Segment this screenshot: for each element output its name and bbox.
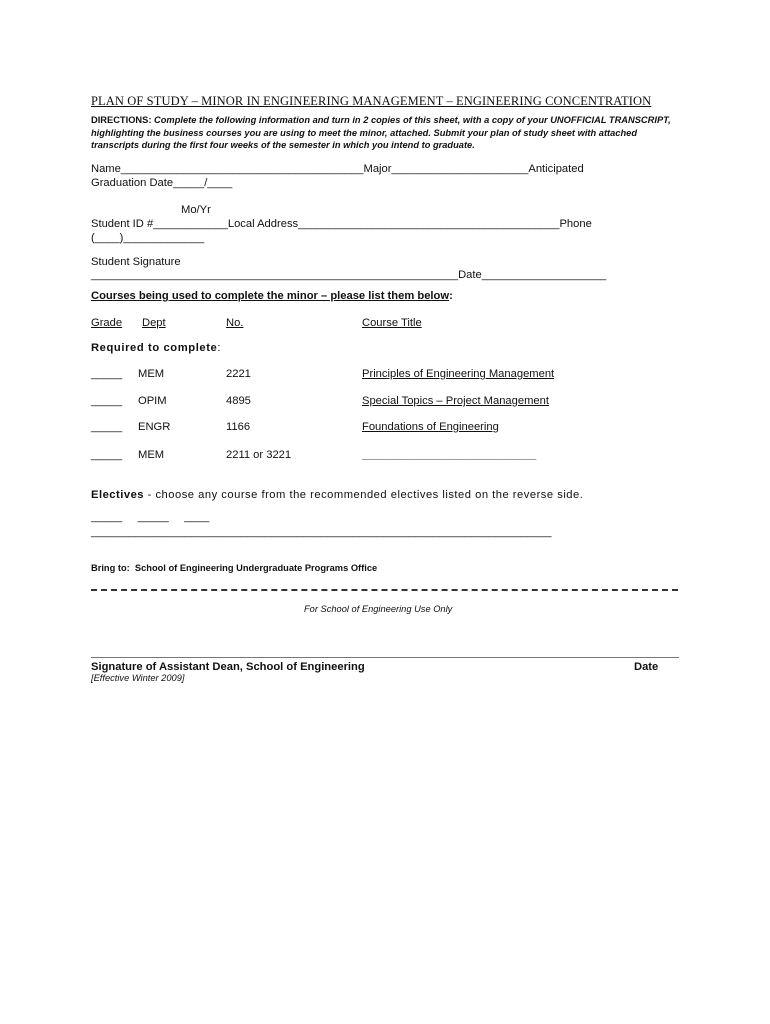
mo-yr-label: Mo/Yr (181, 204, 211, 216)
electives-blank-line-1[interactable]: _____ _____ ____ (91, 511, 210, 523)
column-dept: Dept (142, 317, 166, 329)
course-number: 1166 (226, 421, 251, 433)
effective-date: [Effective Winter 2009] (91, 673, 185, 683)
electives-label: Electives (91, 489, 145, 501)
electives-blank-line-2[interactable]: __________________________________________________________________________ (91, 526, 552, 538)
student-signature-label: Student Signature (91, 256, 181, 268)
course-grade-blank[interactable]: _____ (91, 368, 123, 380)
courses-heading (91, 290, 453, 302)
student-id-address-line[interactable]: Student ID #____________Local Address__________________________________________Phone (91, 218, 592, 230)
required-heading (91, 342, 221, 354)
course-dept: OPIM (138, 395, 167, 407)
column-course-title: Course Title (362, 317, 422, 329)
graduation-date-line[interactable]: Graduation Date_____/____ (91, 177, 233, 189)
cut-divider (91, 589, 678, 591)
directions-label: DIRECTIONS: (91, 115, 152, 125)
course-title-blank[interactable]: ____________________________ (362, 449, 537, 461)
bring-to-text: Bring to: School of Engineering Undergraduate Programs Office (91, 563, 378, 573)
course-grade-blank[interactable]: _____ (91, 449, 123, 461)
course-number: 2221 (226, 368, 251, 380)
dean-date-label: Date (634, 661, 659, 673)
dean-signature-rule (91, 657, 679, 658)
signature-date-line[interactable]: ___________________________________________________________Date____________________ (91, 269, 607, 281)
office-use-label: For School of Engineering Use Only (304, 604, 453, 614)
course-title: Special Topics – Project Management (362, 395, 549, 407)
dean-signature-label: Signature of Assistant Dean, School of Engineering (91, 661, 365, 673)
document-title: PLAN OF STUDY – MINOR IN ENGINEERING MANAGEMENT – ENGINEERING CONCENTRATION (91, 94, 652, 108)
course-number: 4895 (226, 395, 251, 407)
course-dept: MEM (138, 368, 165, 380)
electives-line (91, 489, 583, 501)
column-no: No. (226, 317, 244, 329)
courses-heading-text: Courses being used to complete the minor – please list them below (91, 290, 450, 302)
course-grade-blank[interactable]: _____ (91, 421, 123, 433)
phone-line[interactable]: (____)_____________ (91, 232, 205, 244)
directions-text: Complete the following information and turn in 2 copies of this sheet, with a copy of your UNOFFICIAL TRANSCRIPT, highlighting the business courses you are using to meet the minor, attached. Submit your plan of study sheet with attached transcripts during the first four weeks of the semester in which you intend to graduate. (91, 115, 671, 150)
course-title: Principles of Engineering Management (362, 368, 555, 380)
electives-text: - choose any course from the recommended electives listed on the reverse side. (144, 489, 584, 501)
course-title: Foundations of Engineering (362, 421, 499, 433)
course-grade-blank[interactable]: _____ (91, 395, 123, 407)
courses-heading-colon: : (449, 290, 453, 302)
required-heading-text: Required to complete (91, 342, 218, 354)
course-dept: ENGR (138, 421, 171, 433)
directions-paragraph (91, 114, 686, 152)
required-heading-colon: : (217, 342, 222, 354)
name-major-line[interactable]: Name_______________________________________Major______________________Anticipated (91, 163, 584, 175)
course-dept: MEM (138, 449, 165, 461)
column-grade: Grade (91, 317, 123, 329)
course-number: 2211 or 3221 (226, 449, 292, 461)
